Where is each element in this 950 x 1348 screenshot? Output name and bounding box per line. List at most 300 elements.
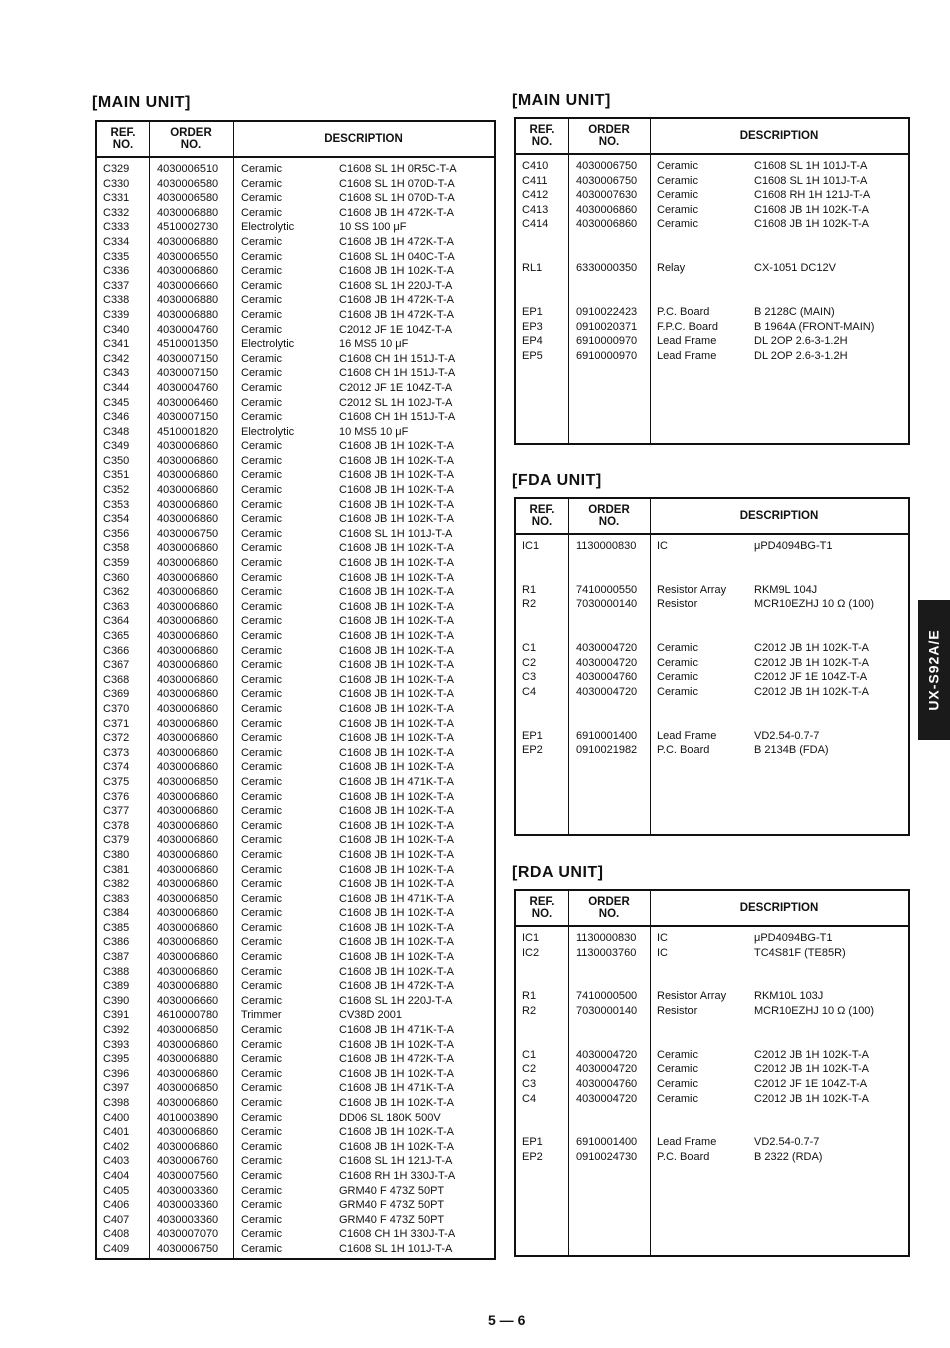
ref-no: C351 (103, 469, 130, 482)
part-spec: μPD4094BG-T1 (754, 932, 833, 944)
ref-no: C336 (103, 265, 130, 278)
table-row (97, 1038, 494, 1053)
order-no: 4030004760 (576, 1077, 638, 1090)
part-type: Ceramic (241, 308, 282, 321)
ref-no: C343 (103, 367, 130, 380)
order-no: 0910024730 (576, 1150, 638, 1163)
part-spec: C1608 JB 1H 102K-T-A (339, 440, 454, 453)
ref-no: C354 (103, 513, 130, 526)
table-row (97, 1227, 494, 1242)
order-no: 4030006880 (157, 235, 219, 248)
ref-no: C413 (522, 203, 549, 216)
part-type: Ceramic (241, 1038, 282, 1051)
part-type: Ceramic (241, 527, 282, 540)
table-row (516, 670, 908, 685)
part-type: Ceramic (241, 1228, 282, 1241)
order-no: 4030006860 (157, 586, 219, 599)
spacer-row (516, 1106, 908, 1121)
table-header (516, 119, 908, 155)
order-no: 4030004760 (576, 671, 638, 684)
part-type: Ceramic (241, 717, 282, 730)
part-spec: C1608 RH 1H 121J-T-A (754, 189, 871, 202)
table-row (516, 305, 908, 320)
part-type: Ceramic (241, 1213, 282, 1226)
ref-no: C389 (103, 980, 130, 993)
order-no: 4030006860 (157, 1097, 219, 1109)
order-no: 4030006850 (157, 892, 219, 905)
page-number: 5 — 6 (488, 1312, 526, 1328)
table-row (97, 177, 494, 192)
table-row (97, 702, 494, 717)
part-type: IC (657, 946, 668, 959)
part-spec: C1608 JB 1H 472K-T-A (339, 294, 454, 307)
part-spec: RKM9L 104J (754, 583, 818, 596)
order-no: 4030006860 (157, 965, 219, 978)
table-row (516, 1092, 908, 1107)
order-no: 4030003360 (157, 1199, 219, 1212)
order-no: 4030006860 (157, 557, 219, 570)
part-type: Ceramic (657, 160, 698, 172)
part-spec: C2012 JF 1E 104Z-T-A (754, 671, 868, 684)
order-no: 4030006860 (157, 615, 219, 628)
order-no: 4030006750 (157, 527, 219, 540)
table-row (97, 833, 494, 848)
ref-no: C376 (103, 790, 130, 803)
order-no: 4510002730 (157, 221, 219, 234)
part-type: Ceramic (241, 951, 282, 964)
table-row (516, 1004, 908, 1019)
part-spec: DL 2OP 2.6-3-1.2H (754, 349, 848, 362)
part-spec: VD2.54-0.7-7 (754, 1136, 820, 1149)
order-no: 4030006860 (157, 907, 219, 920)
part-spec: C1608 JB 1H 102K-T-A (339, 630, 454, 642)
ref-no: C393 (103, 1038, 130, 1051)
part-spec: C1608 CH 1H 330J-T-A (339, 1228, 456, 1241)
table-row (97, 1154, 494, 1169)
part-type: Relay (657, 262, 686, 275)
part-spec: CV38D 2001 (339, 1009, 402, 1022)
part-spec: C2012 SL 1H 102J-T-A (339, 396, 453, 409)
part-type: Ceramic (657, 671, 698, 684)
ref-no: C358 (103, 542, 130, 555)
ref-no: C392 (103, 1024, 130, 1037)
order-no: 4030006860 (157, 819, 219, 832)
order-no: 4030006580 (157, 192, 219, 205)
order-no: 4030003360 (157, 1213, 219, 1226)
part-type: Ceramic (657, 189, 698, 202)
order-no: 4030006880 (157, 980, 219, 993)
part-spec: C1608 JB 1H 102K-T-A (339, 484, 454, 497)
part-spec: TC4S81F (TE85R) (754, 946, 846, 959)
part-spec: C1608 JB 1H 102K-T-A (339, 1126, 454, 1139)
part-type: Ceramic (241, 1097, 282, 1109)
part-type: Lead Frame (657, 335, 717, 348)
part-spec: C1608 JB 1H 102K-T-A (339, 965, 454, 978)
ref-no: C365 (103, 630, 130, 642)
order-no: 4030004720 (576, 1063, 638, 1076)
part-spec: C1608 JB 1H 471K-T-A (339, 775, 454, 788)
part-spec: C1608 JB 1H 102K-T-A (339, 659, 454, 672)
ref-no: C401 (103, 1126, 130, 1139)
table-row (97, 848, 494, 863)
part-type: Ceramic (657, 174, 698, 187)
table-row (97, 381, 494, 396)
part-spec: C1608 SL 1H 121J-T-A (339, 1155, 453, 1168)
part-type: Ceramic (241, 484, 282, 497)
part-type: P.C. Board (657, 1150, 710, 1163)
ref-no: C406 (103, 1199, 130, 1212)
part-spec: C1608 JB 1H 102K-T-A (339, 673, 454, 686)
part-spec: C1608 JB 1H 471K-T-A (339, 892, 454, 905)
table-row (97, 352, 494, 367)
part-spec: μPD4094BG-T1 (754, 540, 833, 552)
order-no: 4030006860 (157, 498, 219, 511)
ref-no: R1 (522, 990, 537, 1003)
order-no: 4030006880 (157, 1053, 219, 1066)
part-spec: C1608 JB 1H 102K-T-A (339, 498, 454, 511)
part-type: Ceramic (241, 848, 282, 861)
table-row (516, 597, 908, 612)
left-parts-table (95, 120, 496, 1260)
table-row (97, 220, 494, 235)
spacer-row (516, 276, 908, 291)
table-row (97, 162, 494, 177)
order-no: 4030006860 (157, 484, 219, 497)
part-spec: C1608 SL 1H 220J-T-A (339, 994, 453, 1007)
part-spec: 10 SS 100 μF (339, 221, 407, 234)
ref-no: C350 (103, 454, 130, 467)
part-type: Ceramic (241, 805, 282, 818)
order-no: 4030007150 (157, 367, 219, 380)
order-no: 1130000830 (576, 932, 637, 944)
part-spec: GRM40 F 473Z 50PT (339, 1184, 445, 1197)
part-type: Ceramic (241, 775, 282, 788)
table-row (97, 717, 494, 732)
ref-no: C411 (522, 174, 548, 187)
part-type: Ceramic (241, 892, 282, 905)
part-type: Ceramic (241, 907, 282, 920)
part-spec: C1608 CH 1H 151J-T-A (339, 411, 456, 424)
part-spec: C1608 JB 1H 102K-T-A (339, 557, 454, 570)
part-type: IC (657, 932, 668, 944)
part-spec: C1608 SL 1H 101J-T-A (339, 527, 453, 540)
part-spec: C2012 JB 1H 102K-T-A (754, 685, 869, 698)
table-body (97, 162, 494, 1257)
fda-parts-table (514, 497, 910, 836)
order-no: 4030006860 (157, 673, 219, 686)
order-no: 4030006750 (157, 1242, 219, 1255)
part-type: Lead Frame (657, 349, 717, 362)
model-side-tab (918, 600, 950, 740)
part-type: Ceramic (241, 994, 282, 1007)
part-type: Ceramic (241, 1126, 282, 1139)
ref-no: C332 (103, 206, 130, 219)
ref-no: IC1 (522, 932, 540, 944)
part-type: Resistor Array (657, 583, 727, 596)
table-row (97, 293, 494, 308)
ref-no: IC1 (522, 540, 540, 552)
order-no: 4030006860 (157, 921, 219, 934)
order-no: 6910001400 (576, 1136, 638, 1149)
table-row (97, 191, 494, 206)
spacer-row (516, 247, 908, 262)
part-spec: C1608 SL 1H 101J-T-A (754, 174, 868, 187)
order-no: 1130000830 (576, 540, 637, 552)
part-type: Ceramic (241, 454, 282, 467)
part-spec: C1608 JB 1H 102K-T-A (339, 834, 454, 847)
spacer-row (516, 1019, 908, 1034)
part-type: Ceramic (241, 367, 282, 380)
part-spec: C1608 SL 1H 070D-T-A (339, 192, 455, 205)
part-type: Ceramic (241, 659, 282, 672)
spacer-row (516, 290, 908, 305)
part-type: Trimmer (241, 1009, 282, 1022)
order-no: 4030006860 (157, 1140, 219, 1153)
order-no: 4030006510 (157, 163, 219, 175)
header-order: ORDER NO. (588, 124, 630, 148)
table-row (516, 583, 908, 598)
table-row (97, 994, 494, 1009)
part-type: Ceramic (657, 1077, 698, 1090)
order-no: 4030006860 (576, 203, 638, 216)
ref-no: C4 (522, 1092, 537, 1105)
table-row (516, 334, 908, 349)
table-row (97, 687, 494, 702)
order-no: 6330000350 (576, 262, 638, 275)
ref-no: C2 (522, 656, 537, 669)
table-row (97, 206, 494, 221)
order-no: 4030006860 (157, 863, 219, 876)
ref-no: C379 (103, 834, 130, 847)
part-type: Ceramic (241, 702, 282, 715)
table-row (97, 279, 494, 294)
part-spec: C1608 JB 1H 102K-T-A (339, 761, 454, 774)
order-no: 4030006860 (157, 702, 219, 715)
order-no: 4610000780 (157, 1009, 219, 1022)
order-no: 4030006860 (157, 454, 219, 467)
table-row (97, 454, 494, 469)
part-type: Ceramic (241, 1140, 282, 1153)
table-row (97, 439, 494, 454)
ref-no: C388 (103, 965, 130, 978)
order-no: 4030006860 (157, 659, 219, 672)
table-row (97, 556, 494, 571)
part-spec: C1608 JB 1H 102K-T-A (754, 218, 869, 231)
part-type: F.P.C. Board (657, 320, 718, 333)
table-row (97, 498, 494, 513)
table-row (97, 541, 494, 556)
table-row (516, 685, 908, 700)
order-no: 4030004760 (157, 381, 219, 394)
part-type: Resistor (657, 1004, 698, 1017)
order-no: 4010003890 (157, 1111, 219, 1124)
part-spec: C1608 JB 1H 102K-T-A (339, 732, 454, 745)
order-no: 0910020371 (576, 320, 638, 333)
order-no: 4030006850 (157, 775, 219, 788)
ref-no: C334 (103, 235, 130, 248)
part-type: IC (657, 540, 668, 552)
table-row (516, 217, 908, 232)
ref-no: C384 (103, 907, 130, 920)
ref-no: C2 (522, 1063, 537, 1076)
table-row (97, 600, 494, 615)
table-row (97, 731, 494, 746)
order-no: 4030006860 (157, 440, 219, 453)
order-no: 4030006860 (157, 513, 219, 526)
part-type: Ceramic (241, 761, 282, 774)
order-no: 4030006860 (157, 688, 219, 701)
ref-no: C395 (103, 1053, 130, 1066)
table-row (97, 746, 494, 761)
part-type: Ceramic (241, 323, 282, 336)
part-spec: C1608 JB 1H 102K-T-A (339, 586, 454, 599)
part-spec: GRM40 F 473Z 50PT (339, 1213, 445, 1226)
part-type: Ceramic (241, 615, 282, 628)
part-type: Ceramic (241, 819, 282, 832)
ref-no: C372 (103, 732, 130, 745)
ref-no: R2 (522, 1004, 537, 1017)
ref-no: C344 (103, 381, 130, 394)
part-spec: C1608 JB 1H 102K-T-A (339, 936, 454, 949)
part-spec: C1608 RH 1H 330J-T-A (339, 1169, 456, 1182)
part-spec: C1608 SL 1H 070D-T-A (339, 177, 455, 190)
ref-no: C364 (103, 615, 130, 628)
ref-no: C363 (103, 600, 130, 613)
part-spec: C1608 JB 1H 102K-T-A (339, 571, 454, 584)
part-type: Ceramic (241, 1199, 282, 1212)
part-spec: C1608 JB 1H 102K-T-A (339, 688, 454, 701)
order-no: 4030006860 (157, 469, 219, 482)
ref-no: C366 (103, 644, 130, 657)
order-no: 4030006460 (157, 396, 219, 409)
part-spec: C1608 SL 1H 101J-T-A (754, 160, 868, 172)
order-no: 4030004720 (576, 656, 638, 669)
ref-no: C342 (103, 352, 130, 365)
ref-no: C3 (522, 671, 537, 684)
ref-no: C330 (103, 177, 130, 190)
part-type: Ceramic (241, 542, 282, 555)
table-row (97, 673, 494, 688)
part-type: Ceramic (657, 1063, 698, 1076)
part-type: Ceramic (241, 586, 282, 599)
part-type: Ceramic (241, 600, 282, 613)
ref-no: R2 (522, 598, 537, 611)
table-row (97, 1140, 494, 1155)
part-type: Ceramic (241, 177, 282, 190)
ref-no: C414 (522, 218, 549, 231)
part-type: Ceramic (241, 673, 282, 686)
part-spec: C1608 SL 1H 040C-T-A (339, 250, 455, 263)
table-row (97, 892, 494, 907)
part-type: Ceramic (241, 235, 282, 248)
part-type: Ceramic (241, 557, 282, 570)
table-row (97, 527, 494, 542)
part-spec: C1608 JB 1H 102K-T-A (339, 542, 454, 555)
part-type: Ceramic (241, 469, 282, 482)
ref-no: C410 (522, 160, 549, 172)
header-order: ORDER NO. (588, 504, 630, 528)
part-type: Ceramic (241, 965, 282, 978)
ref-no: C353 (103, 498, 130, 511)
part-type: Ceramic (241, 498, 282, 511)
part-spec: C1608 SL 1H 101J-T-A (339, 1242, 453, 1255)
part-spec: DL 2OP 2.6-3-1.2H (754, 335, 848, 348)
header-order: ORDER NO. (170, 127, 212, 151)
part-spec: MCR10EZHJ 10 Ω (100) (754, 1004, 875, 1017)
header-desc: DESCRIPTION (739, 130, 819, 142)
table-header (516, 499, 908, 535)
part-spec: C1608 JB 1H 102K-T-A (339, 265, 454, 278)
part-type: Electrolytic (241, 221, 295, 234)
order-no: 4030006660 (157, 279, 219, 292)
part-type: Ceramic (241, 936, 282, 949)
order-no: 4030007560 (157, 1169, 219, 1182)
table-row (97, 658, 494, 673)
order-no: 4030007150 (157, 411, 219, 424)
part-type: Ceramic (241, 265, 282, 278)
table-row (97, 585, 494, 600)
ref-no: C329 (103, 163, 130, 175)
ref-no: C403 (103, 1155, 130, 1168)
part-type: Ceramic (241, 352, 282, 365)
order-no: 4030006860 (157, 951, 219, 964)
order-no: 4030006860 (157, 746, 219, 759)
order-no: 7030000140 (576, 1004, 638, 1017)
header-order: ORDER NO. (588, 896, 630, 920)
order-no: 4030006850 (157, 1082, 219, 1095)
ref-no: EP3 (522, 320, 543, 333)
model-label: UX-S92A/E (926, 629, 943, 711)
ref-no: C331 (103, 192, 130, 205)
order-no: 4030006860 (157, 848, 219, 861)
part-type: Ceramic (241, 1053, 282, 1066)
ref-no: C404 (103, 1169, 130, 1182)
part-type: Ceramic (657, 218, 698, 231)
table-row (97, 366, 494, 381)
order-no: 6910001400 (576, 729, 638, 742)
part-type: Ceramic (657, 642, 698, 655)
order-no: 4030006860 (157, 542, 219, 555)
ref-no: EP2 (522, 744, 543, 757)
table-row (97, 323, 494, 338)
order-no: 4030006860 (157, 834, 219, 847)
part-spec: C1608 JB 1H 102K-T-A (339, 1097, 454, 1109)
table-row (97, 950, 494, 965)
ref-no: C4 (522, 685, 537, 698)
order-no: 4030006860 (157, 717, 219, 730)
ref-no: C359 (103, 557, 130, 570)
order-no: 4030006750 (576, 160, 638, 172)
ref-no: C3 (522, 1077, 537, 1090)
part-spec: C1608 CH 1H 151J-T-A (339, 367, 456, 380)
ref-no: C377 (103, 805, 130, 818)
table-row (97, 1111, 494, 1126)
table-row (516, 174, 908, 189)
part-type: Resistor Array (657, 990, 727, 1003)
order-no: 4030006860 (157, 644, 219, 657)
ref-no: C371 (103, 717, 130, 730)
table-row (97, 512, 494, 527)
table-row (97, 804, 494, 819)
table-row (97, 877, 494, 892)
table-row (97, 1023, 494, 1038)
part-spec: C1608 JB 1H 102K-T-A (339, 1140, 454, 1153)
part-type: Ceramic (241, 396, 282, 409)
table-body (516, 159, 908, 363)
ref-no: C333 (103, 221, 130, 234)
order-no: 4030006860 (157, 600, 219, 613)
order-no: 4030007630 (576, 189, 638, 202)
